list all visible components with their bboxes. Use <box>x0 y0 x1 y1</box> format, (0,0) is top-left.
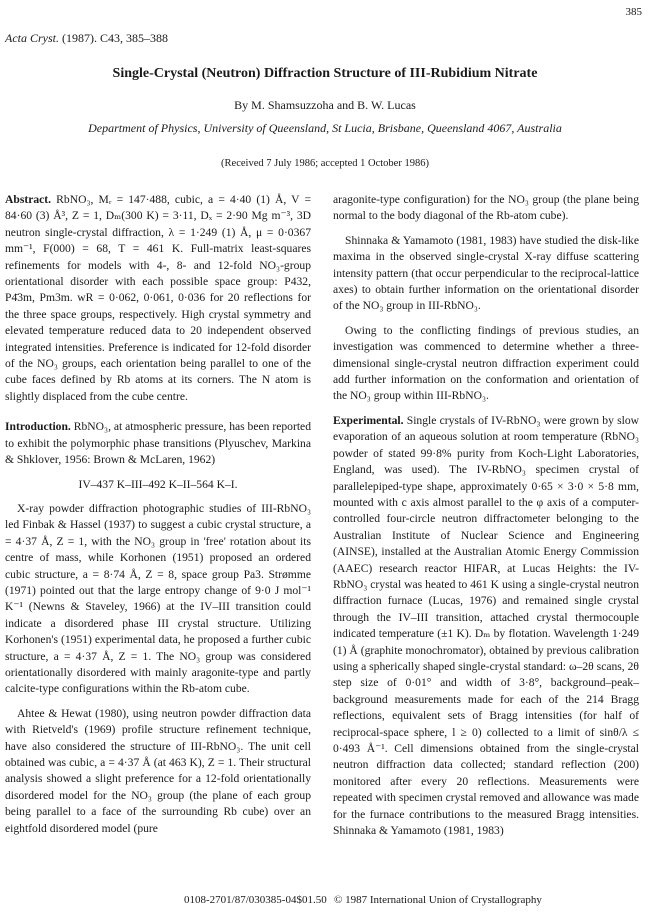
introduction-text-1: RbNO₃, at atmospheric pressure, has been reported to exhibit the polymorphic phase transitions (Plyuschev, Markina & Shklover, 1956: Brown & McLaren, 1962) <box>5 420 311 467</box>
abstract-paragraph <box>5 192 311 405</box>
left-column <box>5 192 311 845</box>
introduction-paragraph-3: Ahtee & Hewat (1980), using neutron powder diffraction data with Rietveld's (1969) profile structure refinement technique, have also considered the structure of III-RbNO₃. The unit cell obtained was cubic, a = 4·37 Å (at 463 K), Z = 1. Their structural analysis showed a slight preference for a 12-fold orientationally disordered model for the NO₃ group (the plane of each group being parallel to a face of the surrounding Rb cube) over an eightfold disordered model (pure <box>5 706 311 835</box>
abstract-heading: Abstract. <box>5 193 52 206</box>
continued-paragraph: aragonite-type configuration) for the NO₃ group (the plane being normal to the body diagonal of the Rb-atom cube). <box>333 193 639 223</box>
motivation-paragraph: Owing to the conflicting findings of previous studies, an investigation was commenced to determine whether a three-dimensional single-crystal neutron diffraction experiment could add further information on the conformation and orientation of the NO₃ group within III-RbNO₃. <box>333 323 639 403</box>
article-code: 0108-2701/87/030385-04$01.50 <box>184 894 327 906</box>
journal-citation <box>5 31 168 46</box>
page-number: 385 <box>625 6 642 18</box>
right-column <box>333 192 639 847</box>
article-title: Single-Crystal (Neutron) Diffraction Structure of III-Rubidium Nitrate <box>112 66 538 81</box>
introduction-heading: Introduction. <box>5 420 71 434</box>
experimental-paragraph <box>333 413 639 840</box>
shinnaka-paragraph: Shinnaka & Yamamoto (1981, 1983) have studied the disk-like maxima in the observed single-crystal X-ray diffuse scattering intensity pattern (that occur perpendicular to the reciprocal-lattice axes) to obtain further information on the orientational disorder of the NO₃ group in III-RbNO₃. <box>333 233 639 313</box>
experimental-text: Single crystals of IV-RbNO₃ were grown by slow evaporation of an aqueous solution at room temperature (RbNO₃ powder of stated 99·8% purity from Koch-Light Laboratories, England, was used). The IV-RbNO₃ specimen crystal of parallelepiped-type shape, approximately 0·65 × 3·0 × 5·8 mm, mounted with c axis almost parallel to the φ axis of a computer-controlled four-circle neutron diffractometer belonging to the Australian Institute of Nuclear Science and Engineering (AINSE), installed at the Australian Atomic Energy Commission (AAEC) research reactor HIFAR, at Lucas Heights: the IV-RbNO₃ crystal was heated to 461 K using a single-crystal neutron diffraction furnace (Lucas, 1976) and remained single crystal through the IV–III transition, attached crystal thermocouple indicated temperature (±1 K). Dₘ by flotation. Wavelength 1·249 (1) Å (graphite monochromator), obtained by previous calibration using a spherically shaped single-crystal standard: ω–2θ scans, 2θ step size of 0·01° and width of 3·8°, background–peak–background measurements made for each of the 214 Bragg reflections, equivalent sets of Bragg intensities (for half of reciprocal-space sphere, l ≥ 0) collected to a limit of sinθ/λ ≤ 0·493 Å⁻¹. Cell dimensions obtained from the single-crystal neutron diffraction data collected; standard reflection (200) monitored after every 20 reflections. Measurements were repeated with specimen crystal removed and allowance was made for the furnace contributions to the measured Bragg intensities. Shinnaka & Yamamoto (1981, 1983) <box>333 413 640 838</box>
copyright-notice: © 1987 International Union of Crystallography <box>334 894 542 906</box>
received-dates: (Received 7 July 1986; accepted 1 October 1986) <box>221 158 429 169</box>
author-affiliation: Department of Physics, University of Queensland, St Lucia, Brisbane, Queensland 4067, Australia <box>88 121 562 135</box>
article-authors: By M. Shamsuzzoha and B. W. Lucas <box>234 98 416 112</box>
introduction-paragraph-1 <box>5 419 311 468</box>
journal-volume: (1987). C43, 385–388 <box>62 31 168 45</box>
introduction-paragraph-2: X-ray powder diffraction photographic studies of III-RbNO₃ led Finbak & Hassel (1937) to suggest a cubic crystal structure, a = 4·37 Å, Z = 1, with the NO₃ group in 'free' rotation about its centre of mass, while Korhonen (1951) proposed an ordered cubic structure, a = 8·74 Å, Z = 8, space group Pa3. Strømme (1971) pointed out that the large entropy change of 9·0 J mol⁻¹ K⁻¹ (Newns & Staveley, 1966) at the IV–III transition could indicate a disordered phase III crystal structure. Utilizing Korhonen's (1951) experimental data, he proposed a further cubic structure, a = 4·37 Å, Z = 1. The NO₃ group was considered orientationally disordered with mainly aragonite-type and partly calcite-type configurations within the Rb-atom cube. <box>5 501 311 696</box>
journal-name: Acta Cryst. <box>5 31 59 45</box>
experimental-heading: Experimental. <box>333 413 404 427</box>
abstract-text: RbNO₃, Mᵣ = 147·488, cubic, a = 4·40 (1) Å, V = 84·60 (3) Å³, Z = 1, Dₘ(300 K) = 3·11, Dₓ = 2·90 Mg m⁻³, 3D neutron single-crystal diffraction, λ = 1·249 (1) Å, μ = 0·0367 mm⁻¹, F(000) = 68, T = 461 K. Full-matrix least-squares refinements for models with 4-, 8- and 12-fold NO₃-group orientational disorder with each possible space group: P432, P4̄3m, Pm3m. wR = 0·062, 0·061, 0·036 for 20 reflections for the three space groups, respectively. High crystal symmetry and elevated temperature reduced data to 20 independent observed integrated intensities. Preference is indicated for 12-fold disorder of the NO₃ groups, each orientation being parallel to one of the cube faces defined by Rb atoms at its corners. The N atom is slightly displaced from the cube centre. <box>5 193 311 403</box>
phase-transition-formula: IV–437 K–III–492 K–II–564 K–I. <box>78 477 238 491</box>
